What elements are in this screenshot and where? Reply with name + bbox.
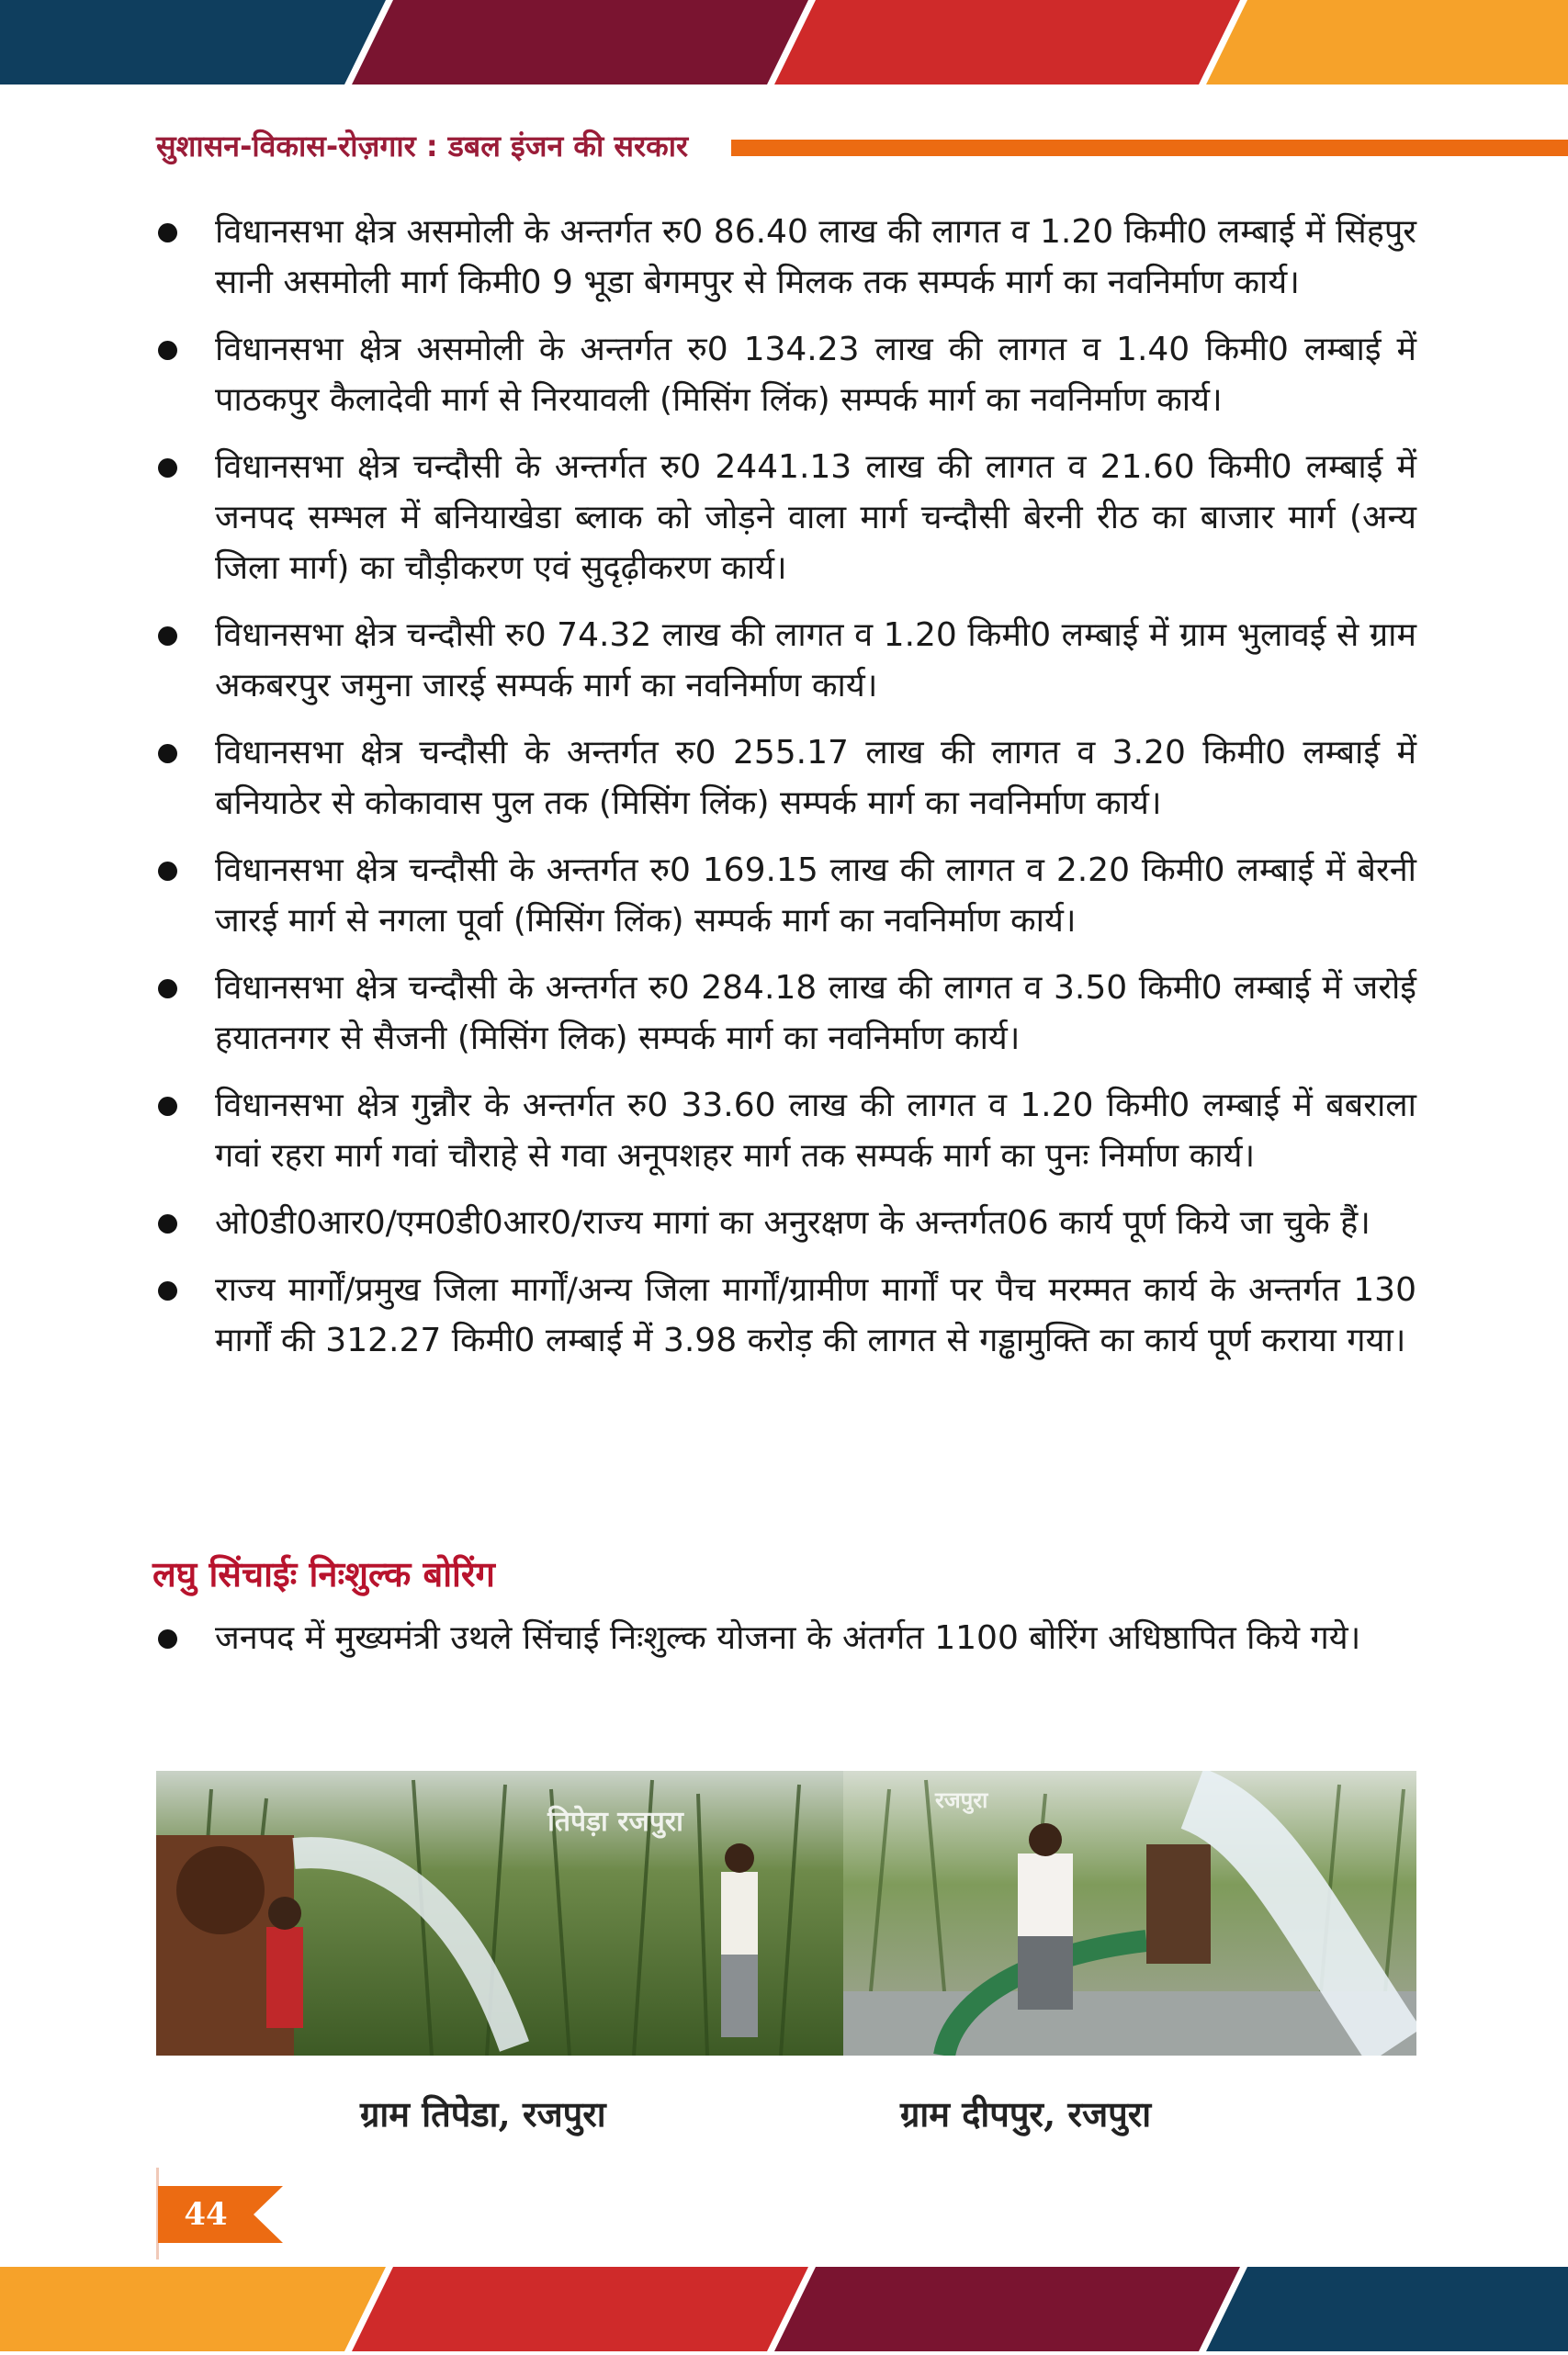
list-item <box>156 963 1416 1064</box>
photo-tipeda <box>156 1771 843 2056</box>
list-item-text: विधानसभा क्षेत्र चन्दौसी के अन्तर्गत रु0 284.18 लाख की लागत व 3.50 किमी0 लम्बाई में जरोई हयातनगर से सैजनी (मिसिंग लिक) सम्पर्क मार्ग का नवनिर्माण कार्य। <box>215 969 1416 1057</box>
top-decor-band <box>0 0 1568 85</box>
list-item <box>156 1198 1416 1248</box>
page-number-badge <box>158 2186 283 2243</box>
overlay-text-left: तिपेड़ा रजपुरा <box>547 1806 683 1838</box>
list-item-text: विधानसभा क्षेत्र चन्दौसी के अन्तर्गत रु0 2441.13 लाख की लागत व 21.60 किमी0 लम्बाई में जनपद सम्भल में बनियाखेडा ब्लाक को जोड़ने वाला मार्ग चन्दौसी बेरनी रीठ का बाजार मार्ग (अन्य जिला मार्ग) का चौड़ीकरण एवं सुदृढ़ीकरण कार्य। <box>215 448 1416 587</box>
list-item-text: ओ0डी0आर0/एम0डी0आर0/राज्य मागां का अनुरक्षण के अन्तर्गत06 कार्य पूर्ण किये जा चुके हैं। <box>215 1204 1371 1242</box>
list-item-text: जनपद में मुख्यमंत्री उथले सिंचाई निःशुल्क योजना के अंतर्गत 1100 बोरिंग अधिष्ठापित किये गये। <box>215 1619 1361 1657</box>
road-works-list <box>156 207 1416 1382</box>
list-item-text: विधानसभा क्षेत्र असमोली के अन्तर्गत रु0 134.23 लाख की लागत व 1.40 किमी0 लम्बाई में पाठकपुर कैलादेवी मार्ग से निरयावली (मिसिंग लिंक) सम्पर्क मार्ग का नवनिर्माण कार्य। <box>215 331 1416 419</box>
bullet-icon <box>158 744 177 763</box>
list-item <box>156 207 1416 308</box>
list-item-text: विधानसभा क्षेत्र गुन्नौर के अन्तर्गत रु0 33.60 लाख की लागत व 1.20 किमी0 लम्बाई में बबराला गवां रहरा मार्ग गवां चौराहे से गवा अनूपशहर मार्ग तक सम्पर्क मार्ग का पुनः निर्माण कार्य। <box>215 1087 1416 1175</box>
header-title: सुशासन-विकास-रोज़गार : डबल इंजन की सरकार <box>156 129 689 163</box>
header-rule <box>731 140 1568 156</box>
list-item <box>156 324 1416 425</box>
bullet-icon <box>158 223 177 242</box>
bullet-icon <box>158 1281 177 1301</box>
bullet-icon <box>158 862 177 881</box>
bullet-icon <box>158 341 177 360</box>
page-header <box>156 127 1416 165</box>
bullet-icon <box>158 1214 177 1234</box>
list-item <box>156 1265 1416 1366</box>
bottom-decor-band <box>0 2267 1568 2351</box>
photo-deeppur <box>843 1771 1416 2056</box>
page-number: 44 <box>184 2196 228 2233</box>
list-item-text: विधानसभा क्षेत्र चन्दौसी के अन्तर्गत रु0 169.15 लाख की लागत व 2.20 किमी0 लम्बाई में बेरनी जारई मार्ग से नगला पूर्वा (मिसिंग लिंक) सम्पर्क मार्ग का नवनिर्माण कार्य। <box>215 851 1416 940</box>
photo-strip <box>156 1771 1416 2056</box>
borewell-photo-right <box>843 1771 1416 2056</box>
list-item <box>156 1613 1416 1663</box>
list-item <box>156 727 1416 828</box>
list-item-text: विधानसभा क्षेत्र असमोली के अन्तर्गत रु0 86.40 लाख की लागत व 1.20 किमी0 लम्बाई में सिंहपुर सानी असमोली मार्ग किमी0 9 भूडा बेगमपुर से मिलक तक सम्पर्क मार्ग का नवनिर्माण कार्य। <box>215 213 1416 301</box>
list-item <box>156 845 1416 946</box>
list-item <box>156 442 1416 593</box>
list-item-text: विधानसभा क्षेत्र चन्दौसी के अन्तर्गत रु0 255.17 लाख की लागत व 3.20 किमी0 लम्बाई में बनियाठेर से कोकावास पुल तक (मिसिंग लिंक) सम्पर्क मार्ग का नवनिर्माण कार्य। <box>215 734 1416 822</box>
overlay-text-right: रजपुरा <box>935 1787 988 1813</box>
caption-left: ग्राम तिपेडा, रजपुरा <box>360 2093 606 2135</box>
borewell-photo-left <box>156 1771 843 2056</box>
bullet-icon <box>158 1097 177 1116</box>
list-item-text: राज्य मार्गों/प्रमुख जिला मार्गों/अन्य जिला मार्गों/ग्रामीण मार्गों पर पैच मरम्मत कार्य के अन्तर्गत 130 मार्गों की 312.27 किमी0 लम्बाई में 3.98 करोड़ की लागत से गड्ढामुक्ति का कार्य पूर्ण कराया गया। <box>215 1271 1416 1359</box>
caption-right: ग्राम दीपपुर, रजपुरा <box>900 2093 1152 2135</box>
bullet-icon <box>158 626 177 646</box>
section-heading-irrigation: लघु सिंचाईः निःशुल्क बोरिंग <box>152 1554 495 1594</box>
irrigation-list <box>156 1613 1416 1680</box>
list-item-text: विधानसभा क्षेत्र चन्दौसी रु0 74.32 लाख की लागत व 1.20 किमी0 लम्बाई में ग्राम भुलावई से ग्राम अकबरपुर जमुना जारई सम्पर्क मार्ग का नवनिर्माण कार्य। <box>215 616 1416 704</box>
list-item <box>156 610 1416 711</box>
list-item <box>156 1080 1416 1181</box>
bullet-icon <box>158 1629 177 1649</box>
top-band-graphic <box>0 0 1568 85</box>
bullet-icon <box>158 458 177 478</box>
bottom-band-graphic <box>0 2267 1568 2351</box>
bullet-icon <box>158 979 177 998</box>
